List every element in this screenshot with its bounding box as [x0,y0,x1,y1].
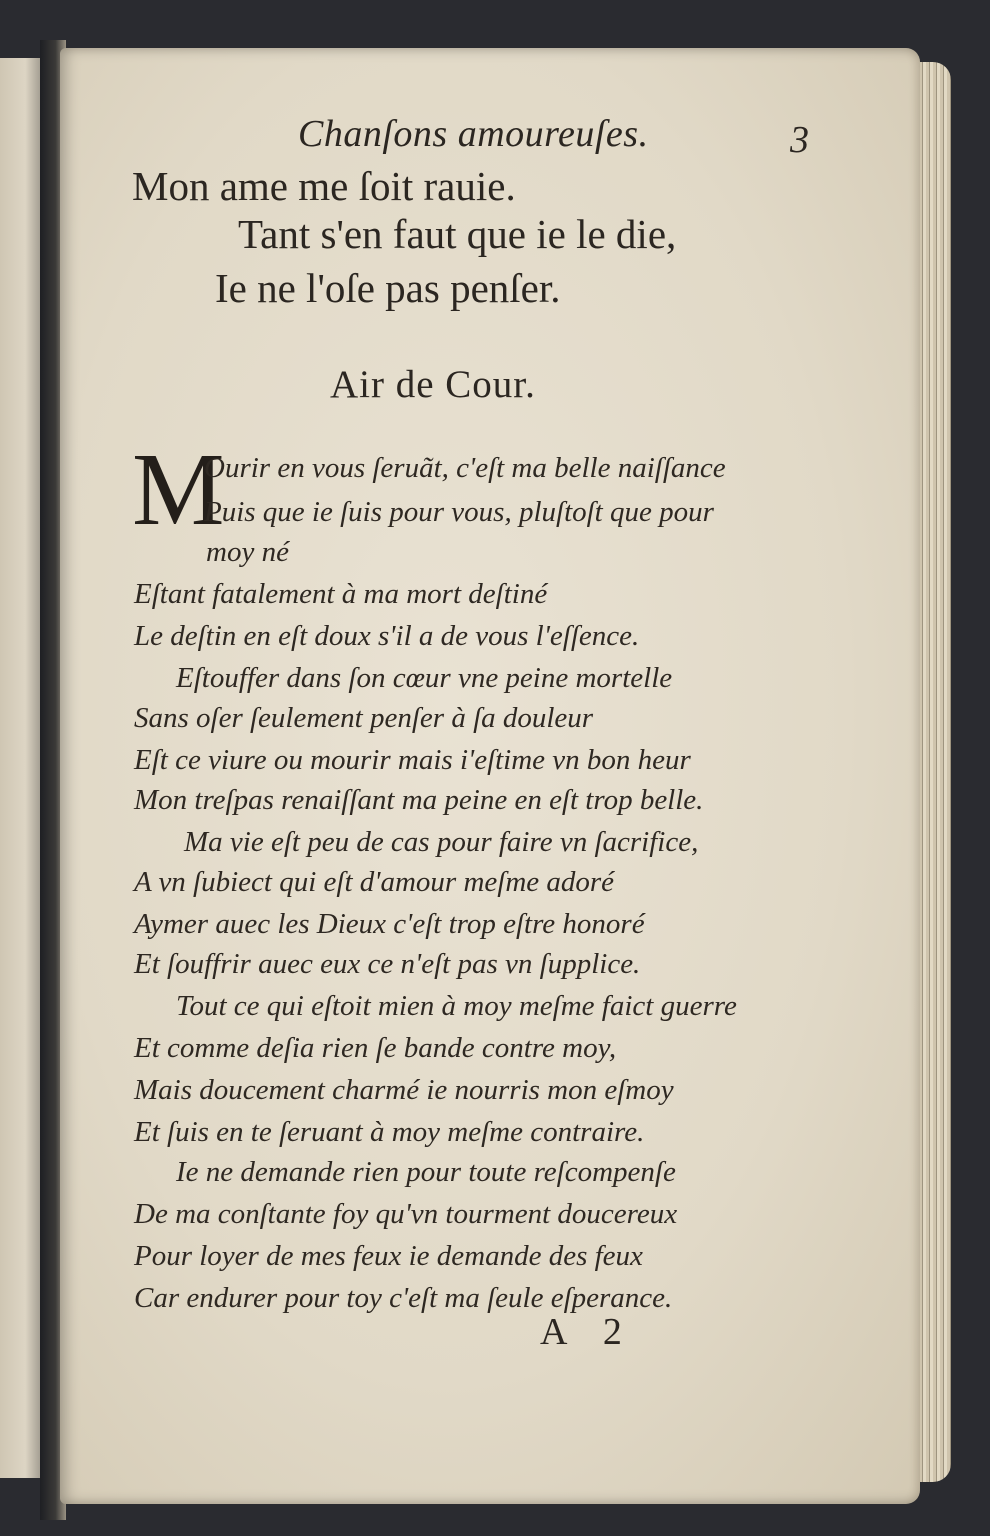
verse-line: Sans oſer ſeulement penſer à ſa douleur [134,702,594,734]
verse-line: Tout ce qui eſtoit mien à moy meſme faict guerre [176,990,737,1022]
verse-line: Mon treſpas renaiſſant ma peine en eſt trop belle. [134,784,704,816]
verse-line: Ourir en vous ſeruãt, c'eſt ma belle naiſſance [204,452,726,484]
verse-line: Le deſtin en eſt doux s'il a de vous l'eſſence. [134,620,640,652]
opening-line-1: Mon ame me ſoit rauie. [132,163,516,209]
verse-line: A vn ſubiect qui eſt d'amour meſme adoré [134,866,615,898]
verse-line: Ie ne demande rien pour toute reſcompenſe [176,1156,676,1188]
verse-line: Et ſouffrir auec eux ce n'eſt pas vn ſupplice. [134,948,641,980]
verse-line: De ma conſtante foy qu'vn tourment doucereux [134,1198,678,1230]
verse-line: Et ſuis en te ſeruant à moy meſme contraire. [134,1116,645,1148]
verse-line: Eſtant fatalement à ma mort deſtiné [134,578,548,610]
verse-line: Et comme deſia rien ſe bande contre moy, [134,1032,617,1064]
verse-line: Eſtouffer dans ſon cœur vne peine mortelle [176,662,673,694]
section-title: Air de Cour. [330,363,536,406]
running-head: Chanſons amoureuſes. [298,113,649,155]
opening-line-3: Ie ne l'oſe pas penſer. [215,265,561,311]
verse-line: Eſt ce viure ou mourir mais i'eſtime vn bon heur [134,744,691,776]
drop-cap: M [132,432,225,547]
verse-line: moy né [206,536,289,568]
opening-line-2: Tant s'en faut que ie le die, [238,211,677,257]
verse-line: Car endurer pour toy c'eſt ma ſeule eſperance. [134,1282,673,1314]
verse-line: Aymer auec les Dieux c'eſt trop eſtre honoré [134,908,645,940]
verse-line: Pour loyer de mes feux ie demande des feux [134,1240,643,1272]
signature-mark: A 2 [540,1311,636,1353]
verse-line: Ma vie eſt peu de cas pour faire vn ſacrifice, [184,826,699,858]
page-number: 3 [790,119,809,161]
verse-line: Puis que ie ſuis pour vous, pluſtoſt que pour [204,496,714,528]
verse-line: Mais doucement charmé ie nourris mon eſmoy [134,1074,674,1106]
